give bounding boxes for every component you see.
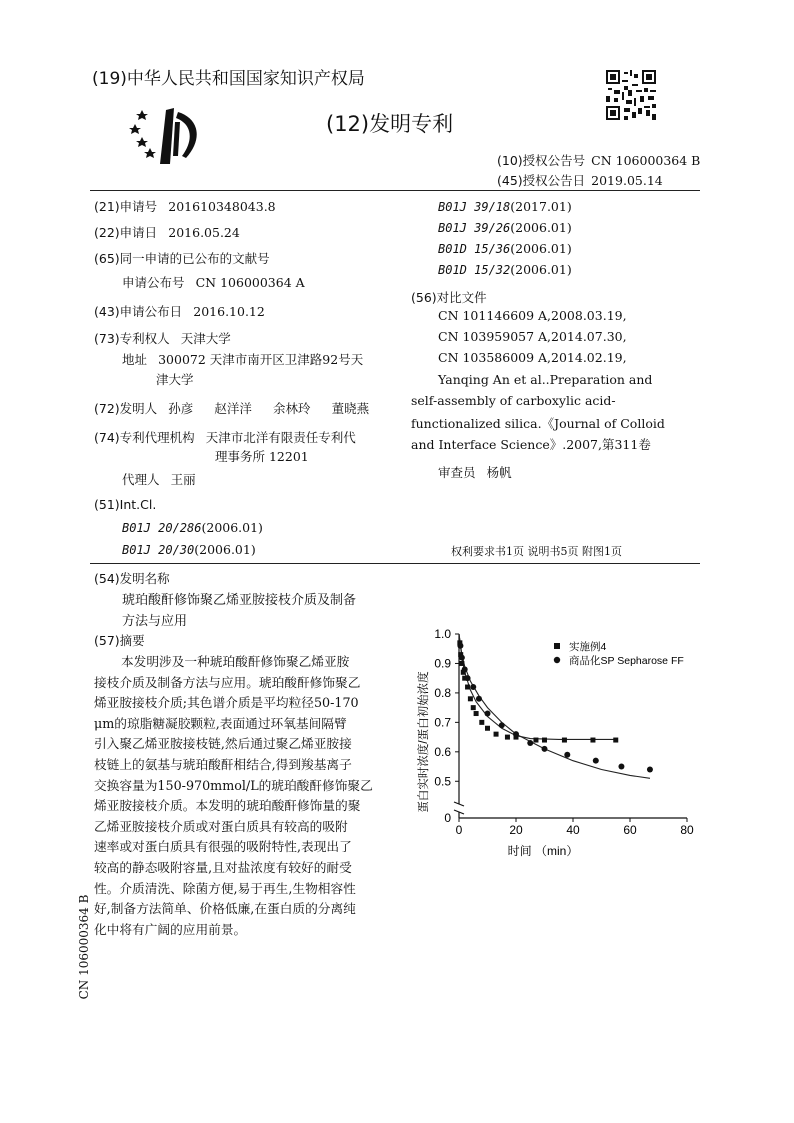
class-code-4: B01D 15/32 — [438, 263, 511, 277]
inventors-row — [94, 398, 369, 417]
citation-6: functionalized silica.《Journal of Colloid — [411, 416, 665, 431]
data-point-circle — [527, 740, 533, 746]
intcl-code-2: B01J 20/30 — [122, 543, 195, 557]
data-point-circle — [485, 711, 491, 717]
data-point-circle — [542, 746, 548, 752]
side-patent-number: CN 106000364 B — [77, 894, 91, 1000]
data-point-square — [613, 738, 618, 743]
app-date-label: (22)申请日 — [94, 225, 158, 240]
title-line-2: 方法与应用 — [122, 614, 188, 629]
inventor-2: 赵洋洋 — [214, 401, 252, 416]
qr-code — [606, 70, 656, 120]
data-point-circle — [618, 764, 624, 770]
intcl-ver-2: (2006.01) — [194, 542, 256, 557]
office-name: (19)中华人民共和国国家知识产权局 — [92, 69, 365, 89]
legend-label: 商品化SP Sepharose FF — [569, 655, 684, 667]
citation-4: Yanqing An et al..Preparation and — [438, 372, 653, 387]
data-point-circle — [593, 758, 599, 764]
grant-pub-no: CN 106000364 B — [591, 153, 701, 168]
class-ver-3: (2006.01) — [510, 241, 572, 256]
intcl-code-1: B01J 20/286 — [122, 521, 202, 535]
intcl-row-2 — [122, 539, 256, 558]
x-tick-label: 60 — [623, 823, 637, 837]
grant-pub-no-row — [497, 151, 700, 169]
grant-pub-date-label: (45)授权公告日 — [497, 173, 586, 188]
app-date-row — [94, 222, 240, 241]
abstract-line: 烯亚胺接枝介质。本发明的琥珀酸酐修饰量的聚 — [94, 798, 361, 814]
abstract-body — [94, 652, 394, 940]
chart-legend — [554, 640, 684, 667]
agency-row — [94, 427, 356, 446]
y-tick-label: 0.7 — [434, 715, 451, 730]
abstract-line: 接枝介质及制备方法与应用。琥珀酸酐修饰聚乙 — [94, 674, 361, 690]
app-no-label: (21)申请号 — [94, 199, 158, 214]
abstract-line: 乙烯亚胺接枝介质或对蛋白质具有较高的吸附 — [94, 818, 348, 834]
data-point-square — [533, 738, 538, 743]
agency-line2: 理事务所 12201 — [215, 449, 309, 464]
pub-no-row — [122, 272, 305, 291]
middle-divider — [90, 563, 700, 564]
grant-pub-date-row — [497, 171, 663, 189]
data-point-square — [562, 738, 567, 743]
abstract-line: 枝链上的氨基与琥珀酸酐相结合,得到羧基离子 — [94, 756, 352, 772]
address-label: 地址 — [122, 352, 148, 367]
data-point-circle — [513, 731, 519, 737]
class-row-4 — [438, 259, 572, 278]
header-divider — [90, 190, 700, 191]
examiner-row — [438, 462, 512, 481]
citation-1: CN 101146609 A,2008.03.19, — [438, 308, 627, 323]
app-date: 2016.05.24 — [168, 225, 240, 240]
chart-x-label: 时间 （min） — [507, 844, 579, 858]
abstract-line: 速率或对蛋白质具有很强的吸附特性,表现出了 — [94, 839, 352, 855]
data-point-square — [471, 705, 476, 710]
data-point-circle — [647, 766, 653, 772]
data-point-square — [590, 738, 595, 743]
legend-marker-square — [554, 643, 560, 649]
chart-y-label: 蛋白实时浓度/蛋白初始浓度 — [418, 671, 430, 813]
citation-5: self-assembly of carboxylic acid- — [411, 393, 616, 408]
data-point-square — [459, 661, 464, 666]
y-tick-label: 0.6 — [434, 744, 451, 759]
data-point-circle — [459, 655, 465, 661]
examiner-label: 审查员 — [438, 465, 476, 480]
data-point-circle — [476, 696, 482, 702]
legend-label: 实施例4 — [569, 641, 607, 653]
abstract-line: 烯亚胺接枝介质;其色谱介质是平均粒径50-170 — [94, 695, 359, 711]
x-tick-label: 80 — [680, 823, 694, 837]
app-no: 201610348043.8 — [168, 199, 276, 214]
abstract-label: (57)摘要 — [94, 633, 145, 648]
patentee-row — [94, 328, 231, 347]
intcl-ver-1: (2006.01) — [201, 520, 263, 535]
x-tick-label: 40 — [566, 823, 580, 837]
data-point-square — [485, 726, 490, 731]
adsorption-chart — [405, 622, 705, 862]
inventors-label: (72)发明人 — [94, 401, 158, 416]
y-tick-label: 0 — [444, 811, 451, 825]
pub-date: 2016.10.12 — [193, 304, 265, 319]
data-point-square — [468, 696, 473, 701]
abstract-line: 本发明涉及一种琥珀酸酐修饰聚乙烯亚胺 — [121, 654, 350, 669]
y-tick-label: 0.9 — [434, 656, 451, 671]
class-code-3: B01D 15/36 — [438, 242, 511, 256]
prior-pub-label: (65)同一申请的已公布的文献号 — [94, 251, 270, 266]
class-row-2 — [438, 217, 572, 236]
class-ver-2: (2006.01) — [510, 220, 572, 235]
citation-7: and Interface Science》.2007,第311卷 — [411, 437, 651, 452]
page-counts: 权利要求书1页 说明书5页 附图1页 — [451, 545, 622, 558]
abstract-line: 交换容量为150-970mmol/L的琥珀酸酐修饰聚乙 — [94, 777, 373, 793]
class-row-1 — [438, 196, 572, 215]
data-point-circle — [465, 675, 471, 681]
pub-no-label: 申请公布号 — [122, 275, 185, 290]
patent-type: (12)发明专利 — [326, 112, 454, 136]
agent: 王丽 — [170, 472, 196, 487]
y-tick-label: 1.0 — [434, 627, 451, 641]
examiner: 杨帆 — [486, 465, 512, 480]
citation-3: CN 103586009 A,2014.02.19, — [438, 350, 627, 365]
y-tick-label: 0.8 — [434, 685, 451, 700]
inventor-3: 余林玲 — [272, 401, 311, 416]
class-ver-1: (2017.01) — [510, 199, 572, 214]
class-code-2: B01J 39/26 — [438, 221, 511, 235]
abstract-line: 性。介质清洗、除菌方便,易于再生,生物相容性 — [94, 880, 356, 896]
legend-marker-circle — [554, 657, 560, 663]
address-line1: 300072 天津市南开区卫津路92号天 — [158, 352, 364, 367]
inventor-4: 董晓燕 — [331, 401, 370, 416]
pub-date-row — [94, 301, 265, 320]
axis-break-mark — [454, 802, 464, 814]
title-label: (54)发明名称 — [94, 571, 170, 586]
pub-no: CN 106000364 A — [195, 275, 305, 290]
class-row-3 — [438, 238, 572, 257]
abstract-line: 化中将有广阔的应用前景。 — [94, 921, 247, 937]
pub-date-label: (43)申请公布日 — [94, 304, 183, 319]
abstract-line: 好,制备方法简单、价格低廉,在蛋白质的分离纯 — [94, 901, 356, 917]
address-line2: 津大学 — [156, 372, 194, 387]
data-point-circle — [499, 722, 505, 728]
data-point-circle — [564, 752, 570, 758]
x-tick-label: 20 — [509, 823, 523, 837]
agent-label: 代理人 — [122, 472, 160, 487]
grant-pub-date: 2019.05.14 — [591, 173, 663, 188]
title-line-1: 琥珀酸酐修饰聚乙烯亚胺接枝介质及制备 — [122, 593, 357, 608]
data-point-square — [465, 685, 470, 690]
app-no-row — [94, 196, 276, 215]
grant-pub-no-label: (10)授权公告号 — [497, 153, 586, 168]
abstract-line: 较高的静态吸附容量,且对盐浓度有较好的耐受 — [94, 859, 352, 875]
patentee: 天津大学 — [180, 331, 231, 346]
agent-row — [122, 469, 196, 488]
citations-label: (56)对比文件 — [411, 290, 487, 305]
y-tick-label: 0.5 — [434, 774, 451, 789]
data-point-circle — [457, 643, 463, 649]
data-point-circle — [470, 684, 476, 690]
class-code-1: B01J 39/18 — [438, 200, 511, 214]
class-ver-4: (2006.01) — [510, 262, 572, 277]
abstract-line: 引入聚乙烯亚胺接枝链,然后通过聚乙烯亚胺接 — [94, 736, 352, 752]
data-point-square — [505, 735, 510, 740]
address-row — [122, 349, 363, 368]
x-tick-label: 0 — [455, 823, 463, 837]
inventor-1: 孙彦 — [168, 401, 194, 416]
abstract-line: μm的琼脂糖凝胶颗粒,表面通过环氧基间隔臂 — [94, 715, 347, 731]
intcl-row-1 — [122, 517, 263, 536]
agency-label: (74)专利代理机构 — [94, 430, 195, 445]
citation-2: CN 103959057 A,2014.07.30, — [438, 329, 627, 344]
data-point-square — [542, 738, 547, 743]
data-point-circle — [462, 666, 468, 672]
data-point-square — [474, 711, 479, 716]
patentee-label: (73)专利权人 — [94, 331, 170, 346]
cnipa-logo — [128, 104, 208, 166]
data-point-square — [479, 720, 484, 725]
intcl-label: (51)Int.Cl. — [94, 497, 157, 512]
data-point-square — [494, 732, 499, 737]
agency-line1: 天津市北洋有限责任专利代 — [205, 430, 356, 445]
